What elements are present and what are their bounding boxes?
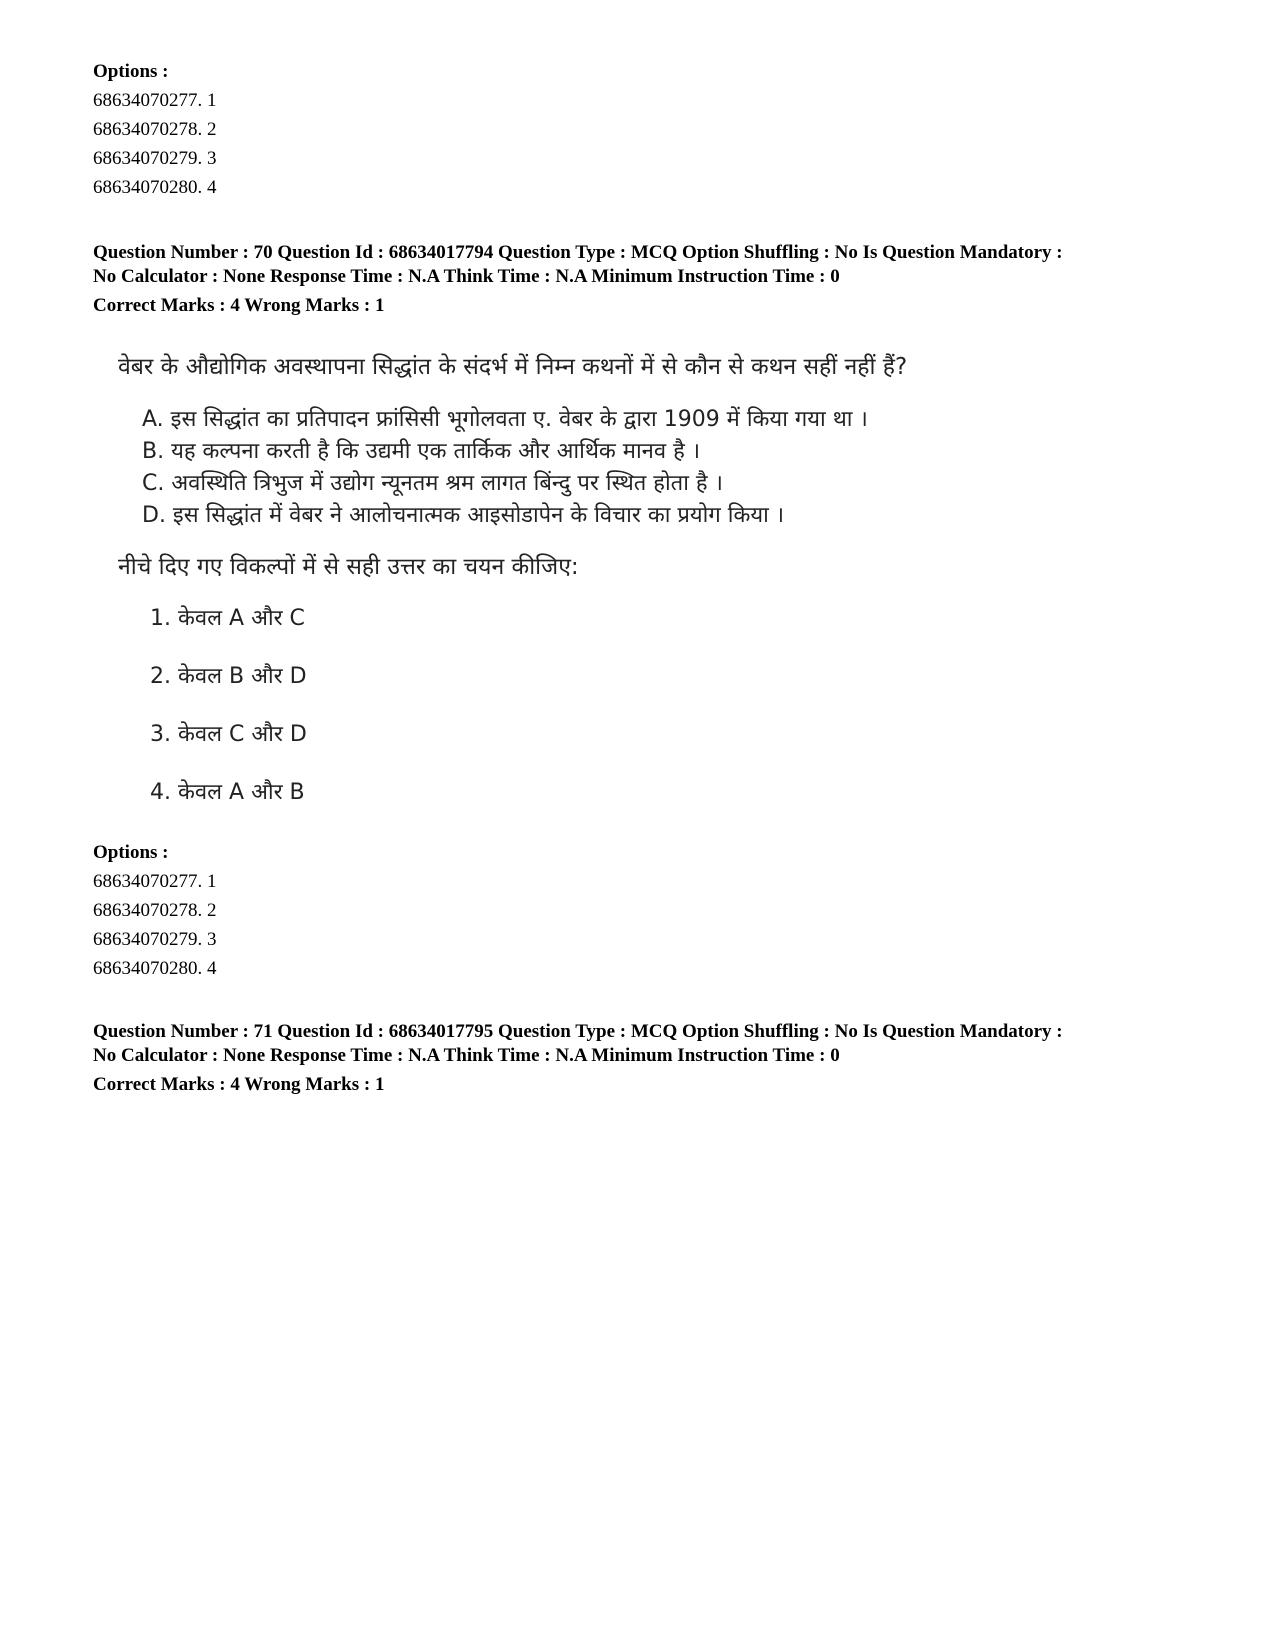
option-item: 68634070280. 4 (93, 958, 217, 979)
question-meta-line: Question Number : 71 Question Id : 68634017795 Question Type : MCQ Option Shuffling : No Is Question Mandatory : (93, 1021, 1063, 1042)
options-label: Options : (93, 61, 169, 82)
option-item: 68634070277. 1 (93, 90, 217, 111)
question-meta-line: Question Number : 70 Question Id : 68634017794 Question Type : MCQ Option Shuffling : No Is Question Mandatory : (93, 242, 1063, 263)
option-item: 68634070278. 2 (93, 119, 217, 140)
question-meta-line: No Calculator : None Response Time : N.A Think Time : N.A Minimum Instruction Time : 0 (93, 266, 840, 287)
option-item: 68634070280. 4 (93, 177, 217, 198)
statement-b: B. यह कल्पना करती है कि उद्यमी एक तार्किक और आर्थिक मानव है । (142, 439, 701, 464)
statement-list (118, 404, 1018, 532)
option-item: 68634070279. 3 (93, 929, 217, 950)
option-item: 68634070277. 1 (93, 871, 217, 892)
options-label: Options : (93, 842, 169, 863)
statement-d: D. इस सिद्धांत में वेबर ने आलोचनात्मक आइसोडापेन के विचार का प्रयोग किया । (142, 503, 785, 528)
question-marks: Correct Marks : 4 Wrong Marks : 1 (93, 1074, 385, 1095)
answer-choice-2: 2. केवल B और D (150, 664, 307, 689)
question-70-body (118, 352, 1018, 836)
question-70-options-section (93, 838, 1203, 983)
answer-choice-3: 3. केवल C और D (150, 722, 307, 747)
question-70-header (93, 241, 1203, 318)
question-marks: Correct Marks : 4 Wrong Marks : 1 (93, 295, 385, 316)
top-options-section (93, 57, 1203, 202)
question-instruction: नीचे दिए गए विकल्पों में से सही उत्तर का चयन कीजिए: (118, 554, 579, 580)
question-stem: वेबर के औद्योगिक अवस्थापना सिद्धांत के संदर्भ में निम्न कथनों में से कौन से कथन सहीं नहीं हैं? (118, 354, 908, 380)
option-item: 68634070279. 3 (93, 148, 217, 169)
statement-a: A. इस सिद्धांत का प्रतिपादन फ्रांसिसी भूगोलवता ए. वेबर के द्वारा 1909 में किया गया था । (142, 407, 868, 432)
question-71-header (93, 1020, 1203, 1097)
option-item: 68634070278. 2 (93, 900, 217, 921)
answer-choice-4: 4. केवल A और B (150, 780, 305, 805)
question-meta-line: No Calculator : None Response Time : N.A Think Time : N.A Minimum Instruction Time : 0 (93, 1045, 840, 1066)
answer-choice-1: 1. केवल A और C (150, 606, 305, 631)
statement-c: C. अवस्थिति त्रिभुज में उद्योग न्यूनतम श्रम लागत बिंन्दु पर स्थित होता है । (142, 471, 723, 496)
